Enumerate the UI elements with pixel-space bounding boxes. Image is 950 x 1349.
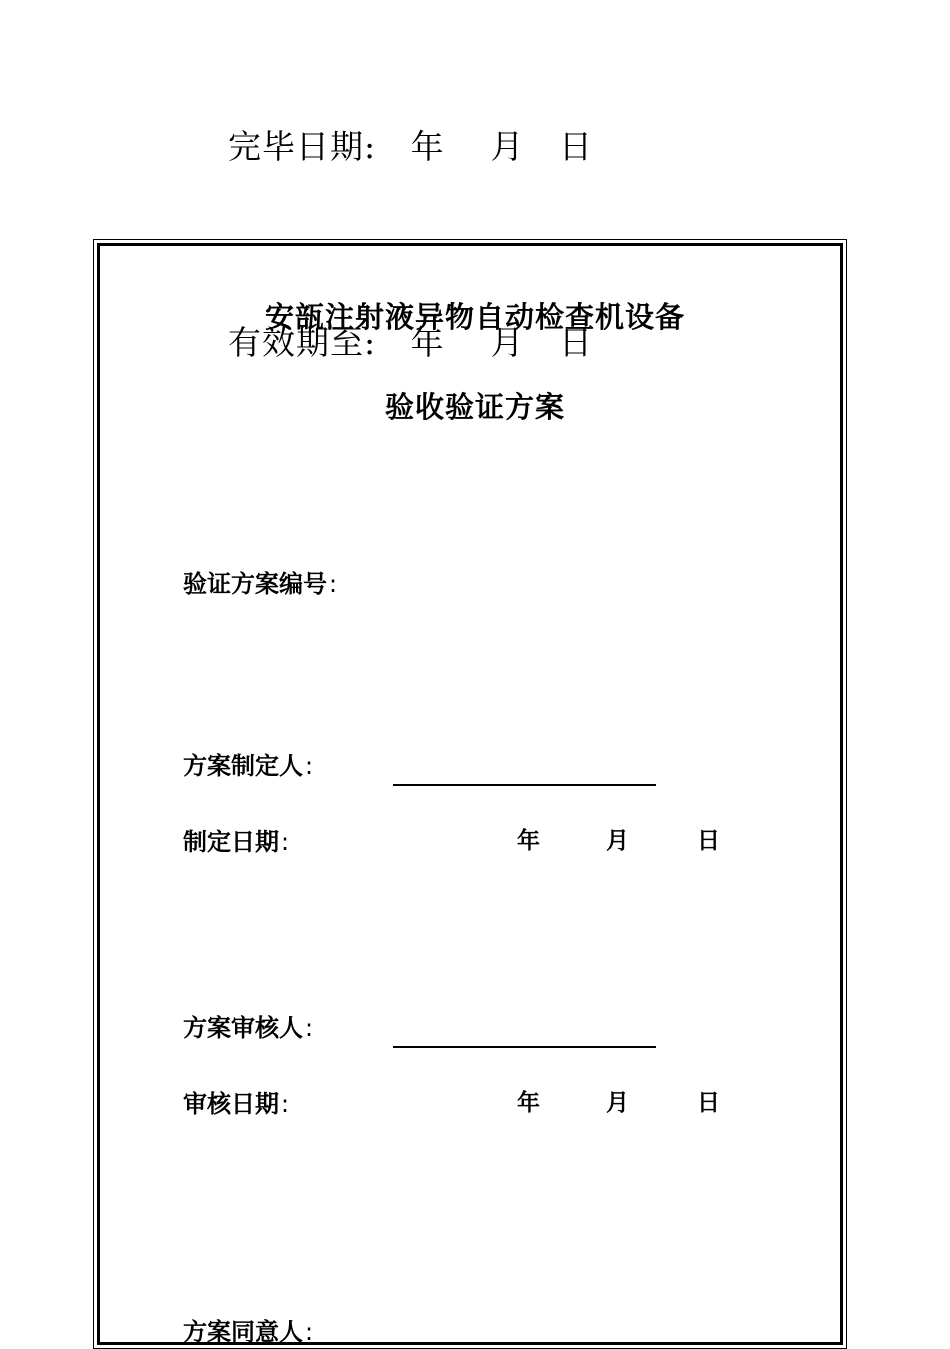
- draft-date-label: 制定日期: [183, 828, 279, 856]
- drafter-colon: :: [305, 752, 314, 780]
- document-title-line-1: 安瓿注射液异物自动检查机设备: [264, 300, 685, 334]
- review-date-colon: :: [281, 1090, 290, 1118]
- drafter-signature-line[interactable]: [393, 784, 656, 786]
- approver-colon: :: [305, 1318, 314, 1346]
- draft-date-day-unit: 日: [697, 828, 720, 854]
- reviewer-label: 方案审核人: [183, 1014, 303, 1042]
- reviewer-signature-line[interactable]: [393, 1046, 656, 1048]
- completion-date-line: 完毕日期: 年 月 日: [228, 127, 594, 166]
- draft-date-month-unit: 月: [606, 828, 629, 854]
- review-date-field: [183, 1092, 289, 1116]
- validity-date-line: 有效期至: 年 月 日: [228, 323, 594, 362]
- drafter-label: 方案制定人: [183, 752, 303, 780]
- drafter-field: [183, 754, 313, 778]
- draft-date-colon: :: [281, 828, 290, 856]
- review-date-month-unit: 月: [606, 1090, 629, 1116]
- protocol-number-field: [183, 572, 337, 596]
- document-title-line-2: 验收验证方案: [384, 390, 565, 424]
- draft-date-field: [183, 830, 289, 854]
- review-date-label: 审核日期: [183, 1090, 279, 1118]
- reviewer-colon: :: [305, 1014, 314, 1042]
- review-date-day-unit: 日: [697, 1090, 720, 1116]
- draft-date-year-unit: 年: [517, 828, 540, 854]
- approver-field: [183, 1320, 313, 1344]
- approver-label: 方案同意人: [183, 1318, 303, 1346]
- review-date-year-unit: 年: [517, 1090, 540, 1116]
- protocol-number-colon: :: [329, 570, 338, 598]
- protocol-number-label: 验证方案编号: [183, 570, 327, 598]
- reviewer-field: [183, 1016, 313, 1040]
